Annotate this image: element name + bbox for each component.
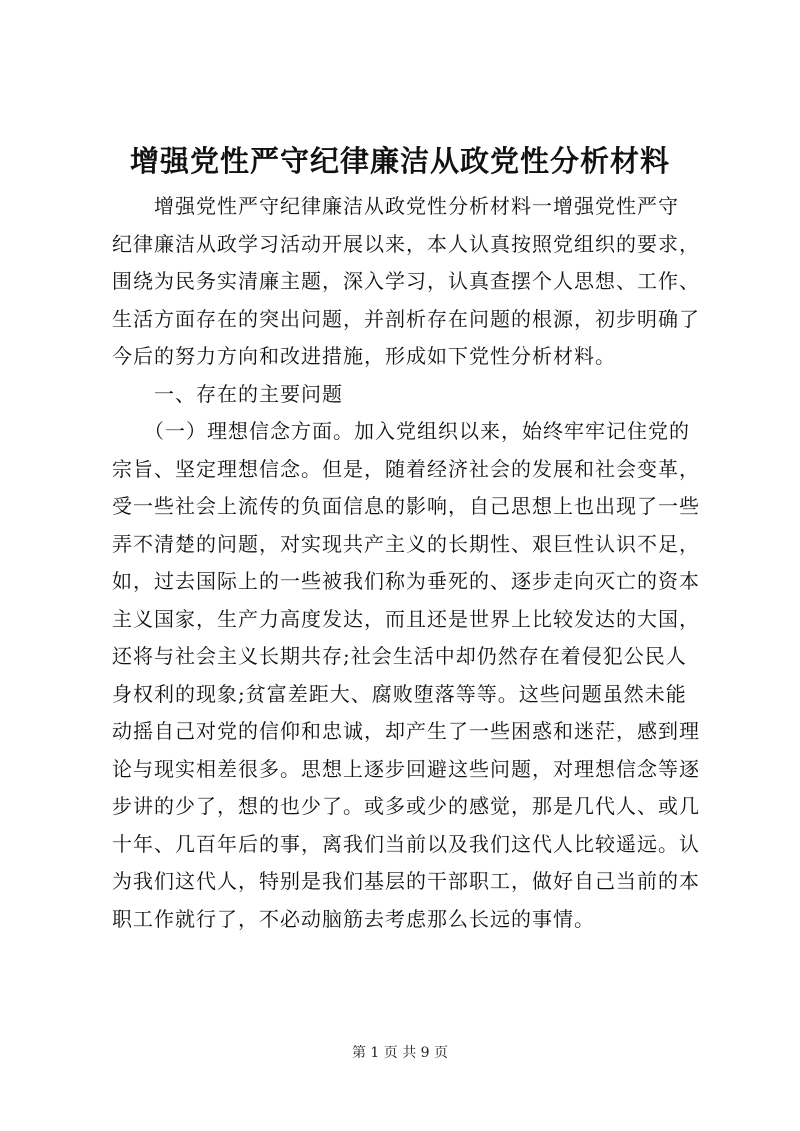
body-line: 身权利的现象;贫富差距大、腐败堕落等等。这些问题虽然未能 xyxy=(112,681,687,706)
body-line: 受一些社会上流传的负面信息的影响，自己思想上也出现了一些 xyxy=(112,494,700,518)
body-line: 纪律廉洁从政学习活动开展以来，本人认真按照党组织的要求， xyxy=(112,231,700,256)
body-line: 如，过去国际上的一些被我们称为垂死的、逐步走向灭亡的资本 xyxy=(112,569,700,593)
body-line: （一）理想信念方面。加入党组织以来，始终牢牢记住党的 xyxy=(112,419,690,443)
body-line: 弄不清楚的问题，对实现共产主义的长期性、艰巨性认识不足， xyxy=(112,531,700,556)
body-line: 步讲的少了，想的也少了。或多或少的感觉，那是几代人、或几 xyxy=(112,794,700,818)
document-body xyxy=(112,188,712,938)
body-line: 增强党性严守纪律廉洁从政党性分析材料一增强党性严守 xyxy=(112,194,679,218)
section-heading: 一、存在的主要问题 xyxy=(112,381,343,406)
body-line: 动摇自己对党的信仰和忠诚，却产生了一些困惑和迷茫，感到理 xyxy=(112,719,700,743)
body-line: 还将与社会主义长期共存;社会生活中却仍然存在着侵犯公民人 xyxy=(112,644,687,668)
body-line: 论与现实相差很多。思想上逐步回避这些问题，对理想信念等逐 xyxy=(112,756,700,781)
body-line: 为我们这代人，特别是我们基层的干部职工，做好自己当前的本 xyxy=(112,869,700,893)
body-line: 生活方面存在的突出问题，并剖析存在问题的根源，初步明确了 xyxy=(112,306,700,331)
body-line: 主义国家，生产力高度发达，而且还是世界上比较发达的大国， xyxy=(112,606,700,631)
body-line: 围绕为民务实清廉主题，深入学习，认真查摆个人思想、工作、 xyxy=(112,269,700,293)
body-line: 宗旨、坚定理想信念。但是，随着经济社会的发展和社会变革， xyxy=(112,456,700,481)
document-title: 增强党性严守纪律廉洁从政党性分析材料 xyxy=(129,144,670,178)
body-line: 十年、几百年后的事，离我们当前以及我们这代人比较遥远。认 xyxy=(112,831,700,856)
body-line: 职工作就行了，不必动脑筋去考虑那么长远的事情。 xyxy=(112,906,595,931)
body-line: 今后的努力方向和改进措施，形成如下党性分析材料。 xyxy=(112,344,616,368)
page-indicator: 第 1 页 共 9 页 xyxy=(351,1045,449,1061)
